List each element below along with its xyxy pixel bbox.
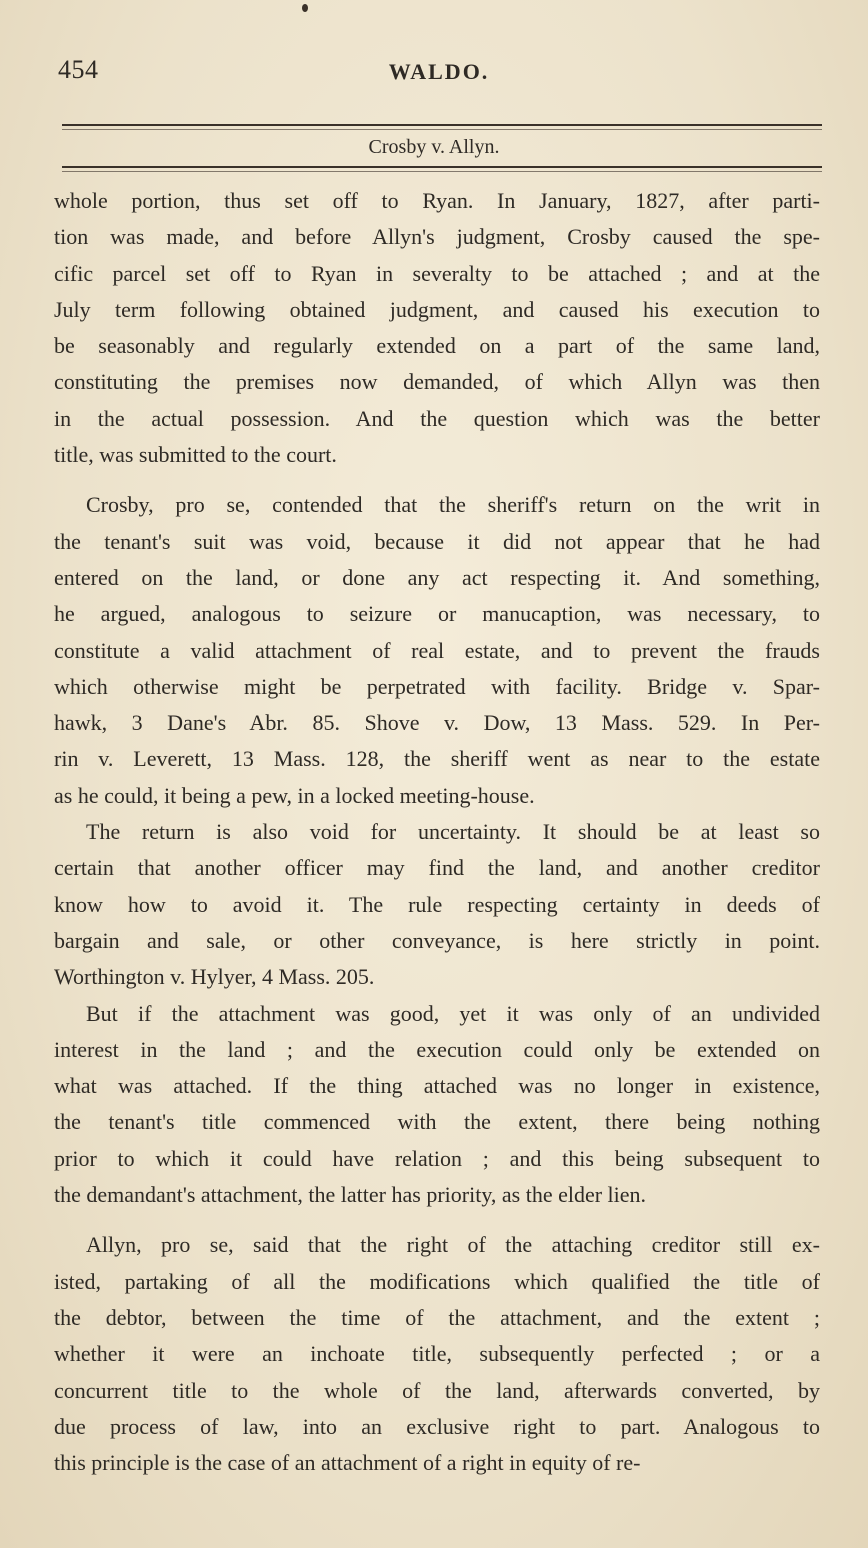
- text-line: isted, partaking of all the modifications which qualified the title of: [54, 1268, 820, 1294]
- running-head: WALDO.: [388, 59, 490, 84]
- text-line: hawk, 3 Dane's Abr. 85. Shove v. Dow, 13 Mass. 529. In Per-: [54, 710, 820, 736]
- text-line: entered on the land, or done any act respecting it. And something,: [54, 564, 820, 590]
- text-line: he argued, analogous to seizure or manucaption, was necessary, to: [54, 601, 820, 627]
- text-line: which otherwise might be perpetrated with facility. Bridge v. Spar-: [54, 673, 820, 699]
- top-rule: [62, 124, 822, 126]
- ink-speck: [302, 4, 308, 12]
- text-line: this principle is the case of an attachment of a right in equity of re-: [54, 1450, 641, 1476]
- text-line: July term following obtained judgment, and caused his execution to: [54, 296, 820, 322]
- text-line: title, was submitted to the court.: [54, 442, 337, 468]
- text-line: certain that another officer may find the land, and another creditor: [54, 855, 820, 881]
- text-line: But if the attachment was good, yet it was only of an undivided: [86, 1000, 820, 1026]
- text-line: tion was made, and before Allyn's judgment, Crosby caused the spe-: [54, 224, 820, 250]
- case-title: Crosby v. Allyn.: [368, 136, 500, 158]
- text-line: as he could, it being a pew, in a locked meeting-house.: [54, 782, 535, 808]
- text-line: the demandant's attachment, the latter has priority, as the elder lien.: [54, 1182, 647, 1208]
- paragraph: [54, 183, 820, 473]
- text-line: the tenant's title commenced with the extent, there being nothing: [54, 1109, 820, 1135]
- text-line: in the actual possession. And the question which was the better: [54, 405, 820, 431]
- text-line: constituting the premises now demanded, of which Allyn was then: [54, 369, 820, 395]
- text-line: know how to avoid it. The rule respecting certainty in deeds of: [54, 891, 820, 917]
- text-line: bargain and sale, or other conveyance, is here strictly in point.: [54, 927, 820, 953]
- text-line: interest in the land ; and the execution could only be extended on: [54, 1036, 820, 1062]
- paragraph: [54, 1227, 820, 1481]
- text-line: be seasonably and regularly extended on a part of the same land,: [54, 333, 820, 359]
- bottom-rule: [62, 166, 822, 168]
- text-line: whole portion, thus set off to Ryan. In January, 1827, after parti-: [54, 188, 820, 213]
- text-line: Crosby, pro se, contended that the sheriff's return on the writ in: [86, 492, 820, 518]
- text-line: The return is also void for uncertainty. It should be at least so: [86, 819, 820, 845]
- text-line: whether it were an inchoate title, subsequently perfected ; or a: [54, 1341, 820, 1367]
- paragraph-gap: [54, 1213, 820, 1227]
- paragraph: [54, 996, 820, 1214]
- text-line: concurrent title to the whole of the land, afterwards converted, by: [54, 1377, 820, 1403]
- paragraph-gap: [54, 473, 820, 487]
- text-line: Allyn, pro se, said that the right of the attaching creditor still ex-: [86, 1232, 820, 1258]
- text-line: what was attached. If the thing attached was no longer in existence,: [54, 1073, 820, 1099]
- bottom-rule-thin: [62, 171, 822, 172]
- text-line: the debtor, between the time of the attachment, and the extent ;: [54, 1304, 820, 1330]
- top-rule-thin: [62, 129, 822, 130]
- text-line: the tenant's suit was void, because it did not appear that he had: [54, 528, 820, 554]
- body-text: [54, 183, 820, 1481]
- page-header: [58, 55, 820, 95]
- paragraph: [54, 814, 820, 995]
- text-line: Worthington v. Hylyer, 4 Mass. 205.: [54, 964, 375, 990]
- paragraph: [54, 487, 820, 814]
- text-line: due process of law, into an exclusive right to part. Analogous to: [54, 1413, 820, 1439]
- page-number: 454: [58, 55, 99, 84]
- text-line: prior to which it could have relation ; and this being subsequent to: [54, 1145, 820, 1171]
- text-line: cific parcel set off to Ryan in severalty to be attached ; and at the: [54, 260, 820, 286]
- text-line: constitute a valid attachment of real estate, and to prevent the frauds: [54, 637, 820, 663]
- text-line: rin v. Leverett, 13 Mass. 128, the sheriff went as near to the estate: [54, 746, 820, 772]
